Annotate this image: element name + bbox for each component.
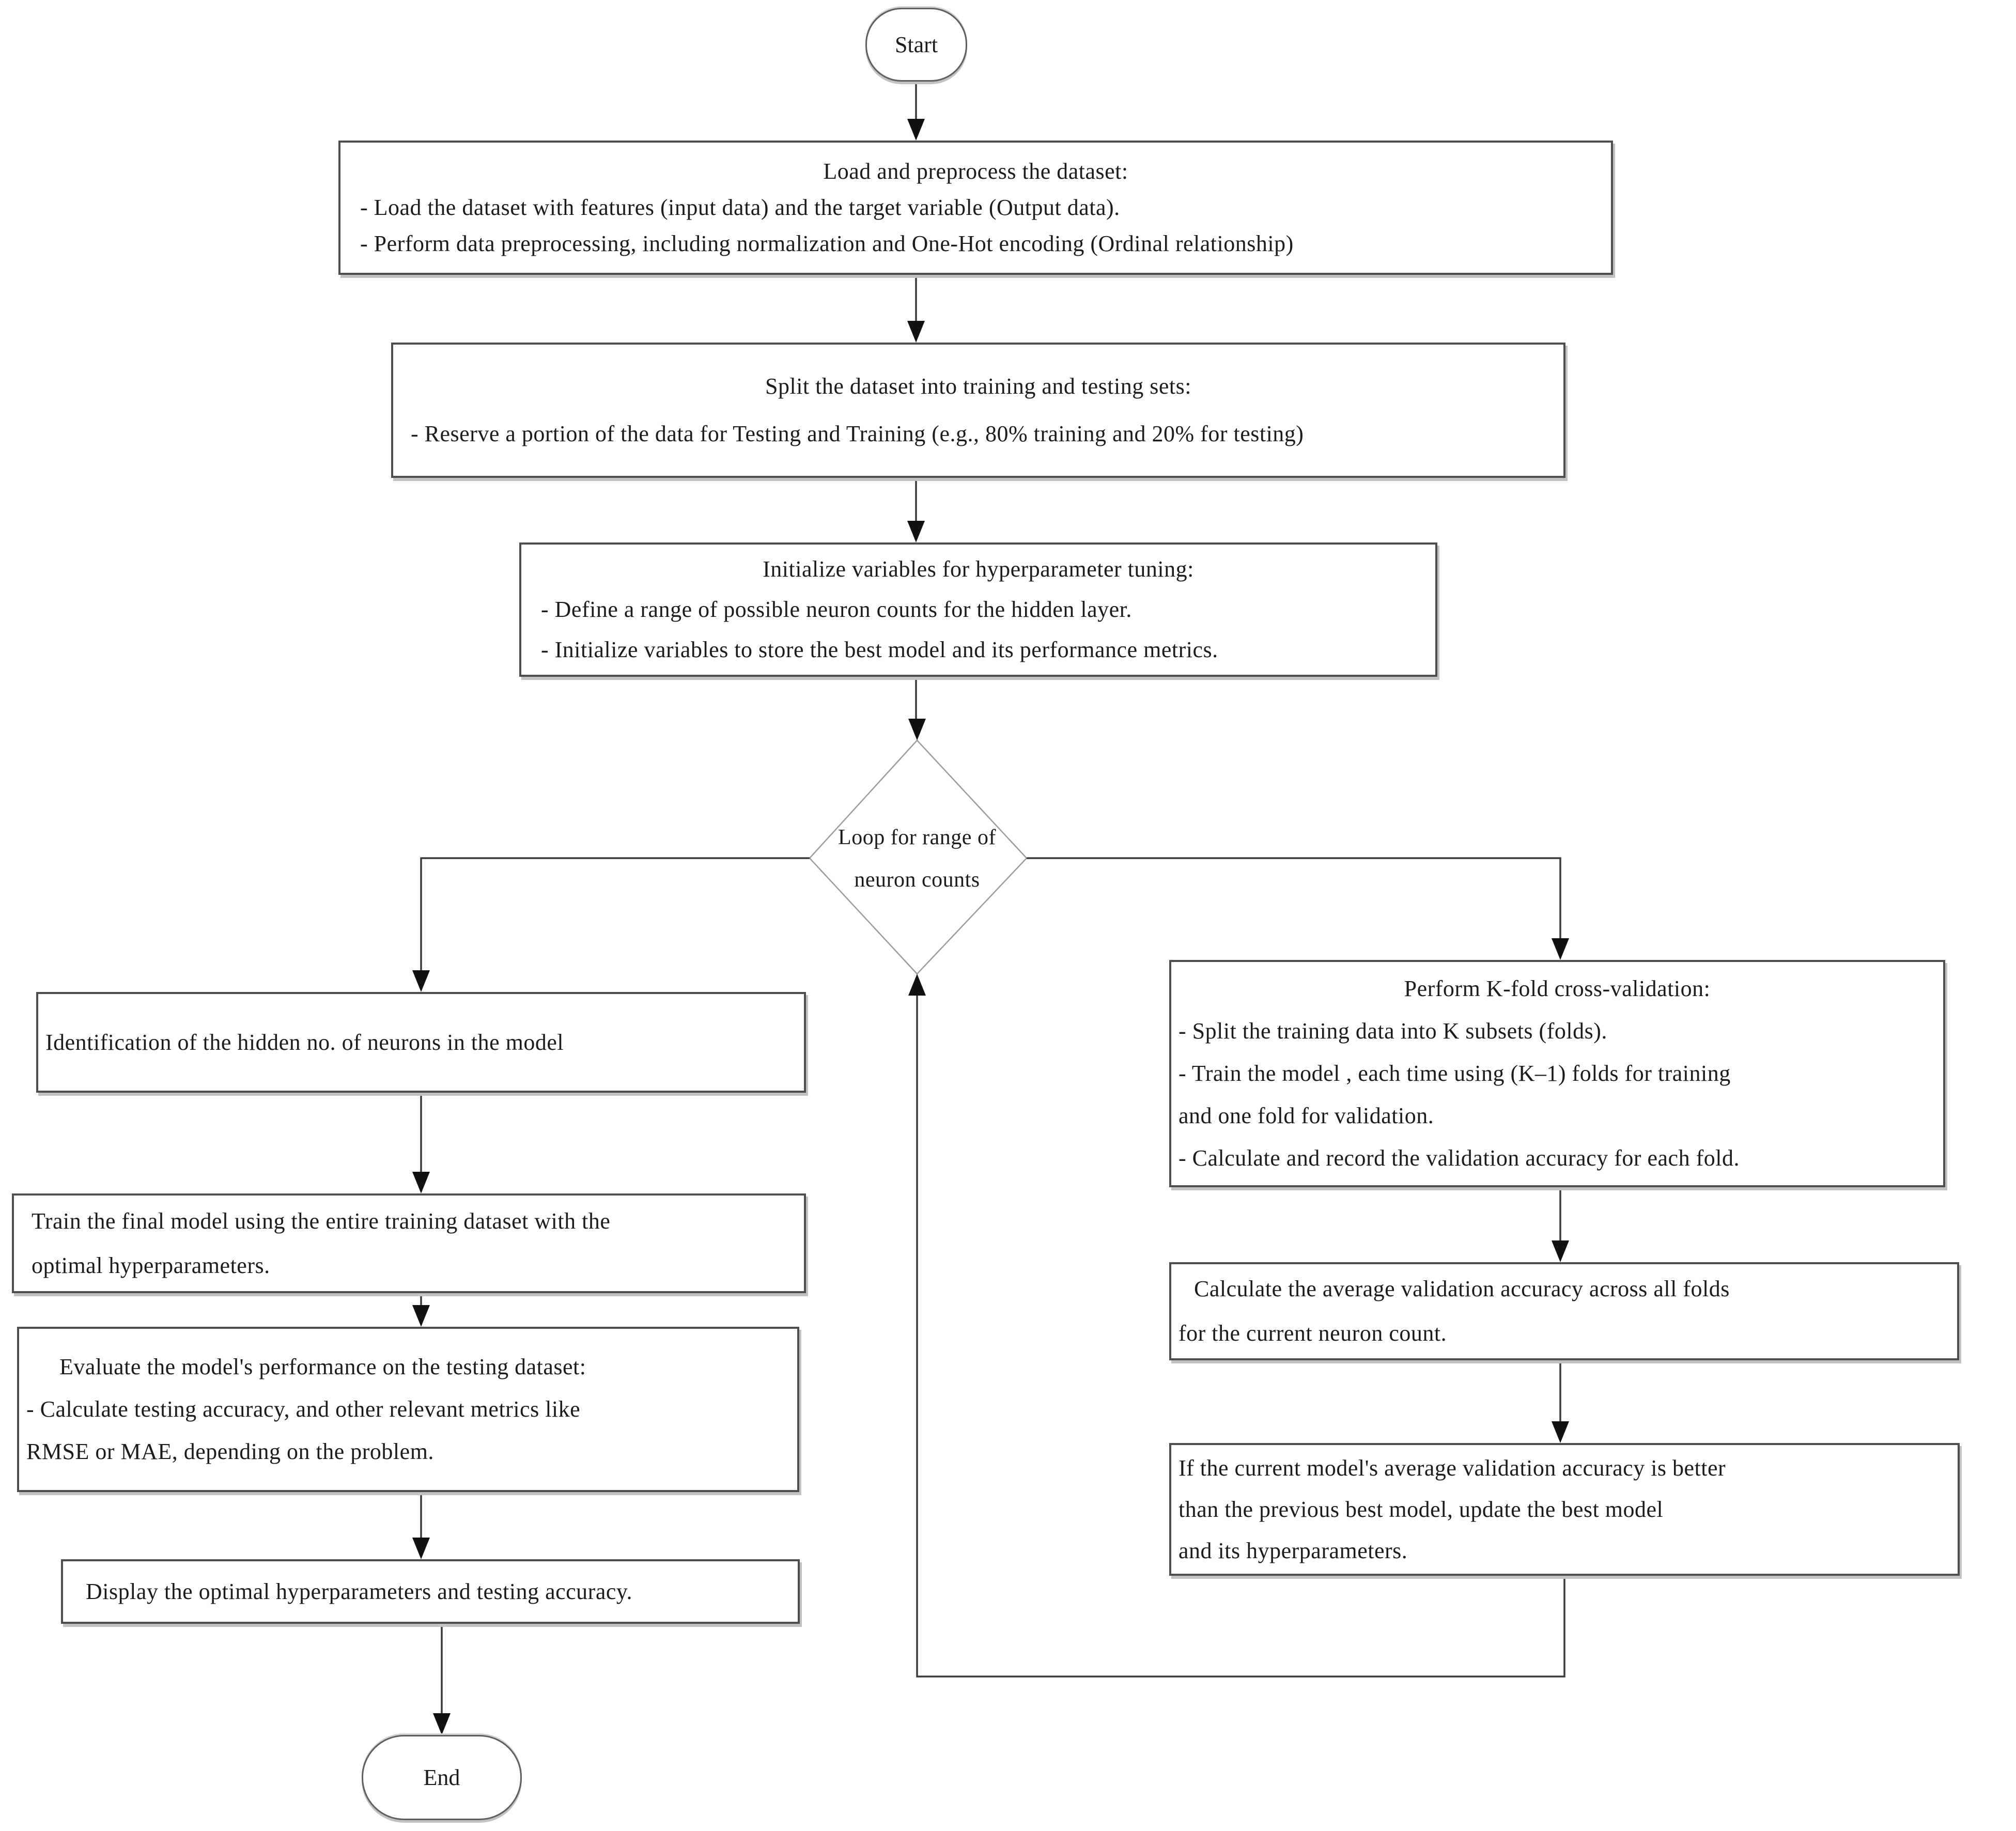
arrowhead-kfold-average: [1552, 1240, 1569, 1262]
arrowhead-load-split: [907, 321, 925, 343]
update-line-3: and its hyperparameters.: [1178, 1538, 1408, 1563]
split-bullet-1: - Reserve a portion of the data for Testing and Training (e.g., 80% training and 20% for testing): [411, 421, 1304, 446]
node-init-variables: [519, 542, 1437, 677]
kfold-bullet-3: - Calculate and record the validation accuracy for each fold.: [1178, 1145, 1740, 1171]
end-label: End: [423, 1765, 460, 1790]
node-average-accuracy: [1169, 1262, 1959, 1360]
edge-loop-kfold: [1027, 858, 1560, 939]
arrowhead-display-end: [433, 1713, 451, 1735]
kfold-bullet-2-cont: and one fold for validation.: [1178, 1103, 1434, 1128]
arrowhead-evaluate-display: [412, 1538, 430, 1559]
update-line-1: If the current model's average validation accuracy is better: [1178, 1455, 1726, 1481]
identify-line-1: Identification of the hidden no. of neurons in the model: [45, 1029, 564, 1055]
arrowhead-update-loop: [908, 974, 926, 996]
evaluate-title: Evaluate the model's performance on the testing dataset:: [59, 1354, 586, 1379]
arrowhead-split-init: [907, 521, 925, 542]
update-line-2: than the previous best model, update the best model: [1178, 1496, 1664, 1522]
arrowhead-average-update: [1552, 1421, 1569, 1443]
evaluate-bullet-2: RMSE or MAE, depending on the problem.: [26, 1439, 434, 1464]
train-line-1: Train the final model using the entire training dataset with the: [32, 1208, 611, 1234]
init-bullet-1: - Define a range of possible neuron counts for the hidden layer.: [541, 597, 1132, 622]
loop-decision-label: [810, 804, 1025, 913]
loop-label-line-1: Loop for range of: [838, 826, 996, 849]
start-terminator: [865, 8, 967, 82]
kfold-title: Perform K-fold cross-validation:: [1404, 976, 1711, 1001]
end-terminator: [362, 1735, 522, 1820]
arrowhead-identify-train: [412, 1172, 430, 1193]
arrowhead-init-loop: [908, 719, 926, 740]
node-kfold-cross-validation: [1169, 960, 1945, 1187]
loop-label-line-2: neuron counts: [854, 868, 980, 892]
load-bullet-1: - Load the dataset with features (input data) and the target variable (Output data).: [360, 195, 1120, 220]
arrowhead-loop-kfold: [1552, 938, 1569, 960]
average-line-1: Calculate the average validation accuracy across all folds: [1194, 1276, 1730, 1301]
start-label: Start: [894, 32, 938, 57]
arrowhead-loop-identify: [412, 970, 430, 992]
node-identify-neurons: [36, 992, 806, 1093]
node-display-results: [61, 1559, 800, 1624]
init-title: Initialize variables for hyperparameter tuning:: [763, 556, 1194, 582]
kfold-bullet-1: - Split the training data into K subsets (folds).: [1178, 1018, 1607, 1044]
kfold-bullet-2: - Train the model , each time using (K–1) folds for training: [1178, 1061, 1731, 1086]
split-title: Split the dataset into training and testing sets:: [765, 374, 1191, 399]
arrowhead-start-load: [907, 119, 925, 141]
train-line-2: optimal hyperparameters.: [32, 1252, 270, 1278]
init-bullet-2: - Initialize variables to store the best model and its performance metrics.: [541, 637, 1218, 662]
node-evaluate-performance: [17, 1327, 799, 1492]
arrowhead-train-evaluate: [412, 1305, 430, 1327]
node-split-dataset: [391, 343, 1565, 478]
load-title: Load and preprocess the dataset:: [823, 159, 1128, 184]
node-load-preprocess: [338, 141, 1613, 275]
evaluate-bullet-1: - Calculate testing accuracy, and other relevant metrics like: [26, 1396, 581, 1422]
load-bullet-2: - Perform data preprocessing, including normalization and One-Hot encoding (Ordinal relationship): [360, 231, 1294, 256]
display-line-1: Display the optimal hyperparameters and testing accuracy.: [86, 1578, 633, 1604]
average-line-2: for the current neuron count.: [1178, 1321, 1447, 1346]
edge-loop-identify: [421, 858, 810, 971]
node-train-final-model: [12, 1193, 806, 1293]
node-update-best-model: [1169, 1443, 1960, 1576]
